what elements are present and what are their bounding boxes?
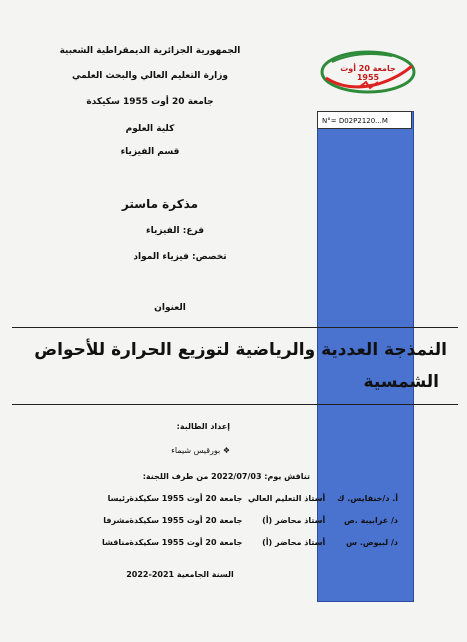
university-line: جامعة 20 أوت 1955 سكيكدة bbox=[86, 97, 214, 107]
title-label: العنوان bbox=[154, 303, 186, 313]
bullet-icon: ❖ bbox=[222, 446, 230, 455]
document-code: N°= D02P2120...M bbox=[317, 111, 412, 129]
university-logo bbox=[318, 48, 418, 96]
prepared-by-label: إعداد الطالبة: bbox=[176, 422, 230, 431]
thesis-title-line-1: النمذجة العددية والرياضية لتوزيع الحرارة للأحواض bbox=[34, 340, 447, 360]
logo-text: جامعة 20 أوت 1955 bbox=[340, 64, 396, 82]
jury-name: أ. د/خنفايس. ك bbox=[337, 494, 398, 503]
title-bottom-rule bbox=[12, 404, 458, 405]
jury-role: مشرفا bbox=[103, 516, 130, 525]
department-line: قسم الفيزياء bbox=[120, 147, 180, 157]
jury-row bbox=[0, 538, 398, 547]
jury-row bbox=[0, 516, 398, 525]
jury-rank: أستاذ التعليم العالي bbox=[247, 494, 326, 503]
academic-year: السنة الجامعية 2021-2022 bbox=[126, 570, 234, 579]
jury-university: جامعة 20 أوت 1955 سكيكدة bbox=[129, 538, 243, 547]
ministry-line: وزارة التعليم العالي والبحث العلمي bbox=[71, 71, 229, 81]
specialty: تخصص: فيزياء المواد bbox=[133, 252, 227, 262]
faculty-line: كلية العلوم bbox=[125, 124, 175, 134]
jury-name: د/ لبيوض. س bbox=[346, 538, 398, 547]
defense-line: تناقش يوم: 2022/07/03 من طرف اللجنة: bbox=[142, 472, 310, 481]
jury-university: جامعة 20 أوت 1955 سكيكدة bbox=[129, 516, 243, 525]
student-name: بورقيس شيماء bbox=[171, 446, 221, 455]
jury-row bbox=[0, 494, 398, 503]
title-top-rule bbox=[12, 327, 458, 328]
jury-university: جامعة 20 أوت 1955 سكيكدة bbox=[129, 494, 243, 503]
branch: فرع: الفيزياء bbox=[146, 226, 204, 236]
student-name-row bbox=[130, 446, 230, 455]
jury-name: د/ غرابيبة .ص bbox=[344, 516, 398, 525]
thesis-title-line-2: الشمسية bbox=[363, 372, 439, 392]
jury-rank: أستاذ محاضر (أ) bbox=[262, 516, 326, 525]
jury-role: رئيسا bbox=[107, 494, 130, 503]
jury-rank: أستاذ محاضر (أ) bbox=[262, 538, 326, 547]
republic-line: الجمهورية الجزائرية الديمقراطية الشعبية bbox=[59, 46, 241, 56]
jury-role: مناقشا bbox=[102, 538, 130, 547]
thesis-type: مذكرة ماستر bbox=[121, 197, 199, 211]
